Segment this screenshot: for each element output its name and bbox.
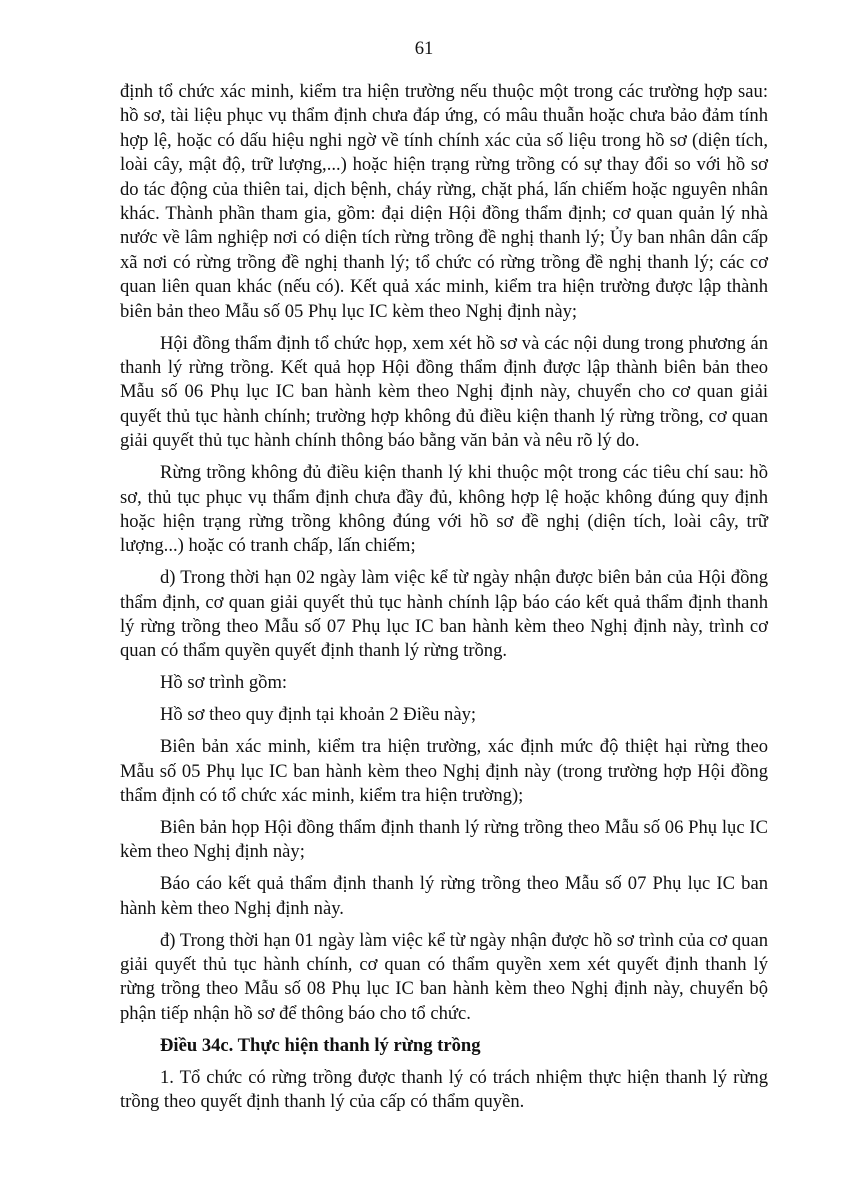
page-number: 61 <box>414 38 434 59</box>
paragraph-ineligible-criteria: Rừng trồng không đủ điều kiện thanh lý khi thuộc một trong các tiêu chí sau: hồ sơ, thủ tục phục vụ thẩm định chưa đầy đủ, không hợp lệ hoặc không đúng quy định hoặc hiện trạng rừng trồng không đúng với hồ sơ đề nghị (diện tích, loài cây, trữ lượng...) hoặc có tranh chấp, lấn chiếm; <box>120 462 768 557</box>
document-body <box>120 80 768 1122</box>
paragraph-item-d: d) Trong thời hạn 02 ngày làm việc kể từ ngày nhận được biên bản của Hội đồng thẩm định, cơ quan giải quyết thủ tục hành chính lập báo cáo kết quả thẩm định thanh lý rừng trồng theo Mẫu số 07 Phụ lục IC ban hành kèm theo Nghị định này, trình cơ quan có thẩm quyền quyết định thanh lý rừng trồng. <box>120 567 768 662</box>
paragraph-submission-dossier: Hồ sơ trình gồm: <box>160 672 288 694</box>
paragraph-dossier-item: Biên bản xác minh, kiểm tra hiện trường, xác định mức độ thiệt hại rừng theo Mẫu số 05 Phụ lục IC ban hành kèm theo Nghị định này (trong trường hợp Hội đồng thẩm định có tổ chức xác minh, kiểm tra hiện trường); <box>120 736 768 806</box>
article-paragraph: 1. Tổ chức có rừng trồng được thanh lý có trách nhiệm thực hiện thanh lý rừng trồng theo quyết định thanh lý của cấp có thẩm quyền. <box>120 1066 768 1112</box>
paragraph-item-dd: đ) Trong thời hạn 01 ngày làm việc kể từ ngày nhận được hồ sơ trình của cơ quan giải quyết thủ tục hành chính, cơ quan có thẩm quyền xem xét quyết định thanh lý rừng trồng theo Mẫu số 08 Phụ lục IC ban hành kèm theo Nghị định này, chuyển bộ phận tiếp nhận hồ sơ để thông báo cho tổ chức. <box>120 929 768 1024</box>
paragraph-dossier-item: Báo cáo kết quả thẩm định thanh lý rừng trồng theo Mẫu số 07 Phụ lục IC ban hành kèm theo Nghị định này. <box>120 873 768 919</box>
article-heading: Điều 34c. Thực hiện thanh lý rừng trồng <box>160 1034 481 1056</box>
paragraph-continuation: định tổ chức xác minh, kiểm tra hiện trường nếu thuộc một trong các trường hợp sau: hồ sơ, tài liệu phục vụ thẩm định chưa đáp ứng, có mâu thuẫn hoặc chưa bảo đảm tính hợp lệ, hoặc có dấu hiệu nghi ngờ về tính chính xác của số liệu trong hồ sơ (diện tích, loài cây, mật độ, trữ lượng,...) hoặc hiện trạng rừng trồng có sự thay đổi so với hồ sơ do tác động của thiên tai, dịch bệnh, cháy rừng, chặt phá, lấn chiếm hoặc nguyên nhân khác. Thành phần tham gia, gồm: đại diện Hội đồng thẩm định; cơ quan quản lý nhà nước về lâm nghiệp nơi có diện tích rừng trồng đề nghị thanh lý; Ủy ban nhân dân cấp xã nơi có rừng trồng đề nghị thanh lý; tổ chức có rừng trồng đề nghị thanh lý; các cơ quan liên quan khác (nếu có). Kết quả xác minh, kiểm tra hiện trường được lập thành biên bản theo Mẫu số 05 Phụ lục IC kèm theo Nghị định này; <box>120 81 768 322</box>
paragraph-dossier-item: Hồ sơ theo quy định tại khoản 2 Điều này; <box>160 704 477 726</box>
paragraph-council-meeting: Hội đồng thẩm định tổ chức họp, xem xét hồ sơ và các nội dung trong phương án thanh lý rừng trồng. Kết quả họp Hội đồng thẩm định được lập thành biên bản theo Mẫu số 06 Phụ lục IC ban hành kèm theo Nghị định này, chuyển cho cơ quan giải quyết thủ tục hành chính; trường hợp không đủ điều kiện thanh lý rừng trồng, cơ quan giải quyết thủ tục hành chính thông báo bằng văn bản và nêu rõ lý do. <box>120 332 768 452</box>
paragraph-dossier-item: Biên bản họp Hội đồng thẩm định thanh lý rừng trồng theo Mẫu số 06 Phụ lục IC kèm theo Nghị định này; <box>120 816 768 863</box>
